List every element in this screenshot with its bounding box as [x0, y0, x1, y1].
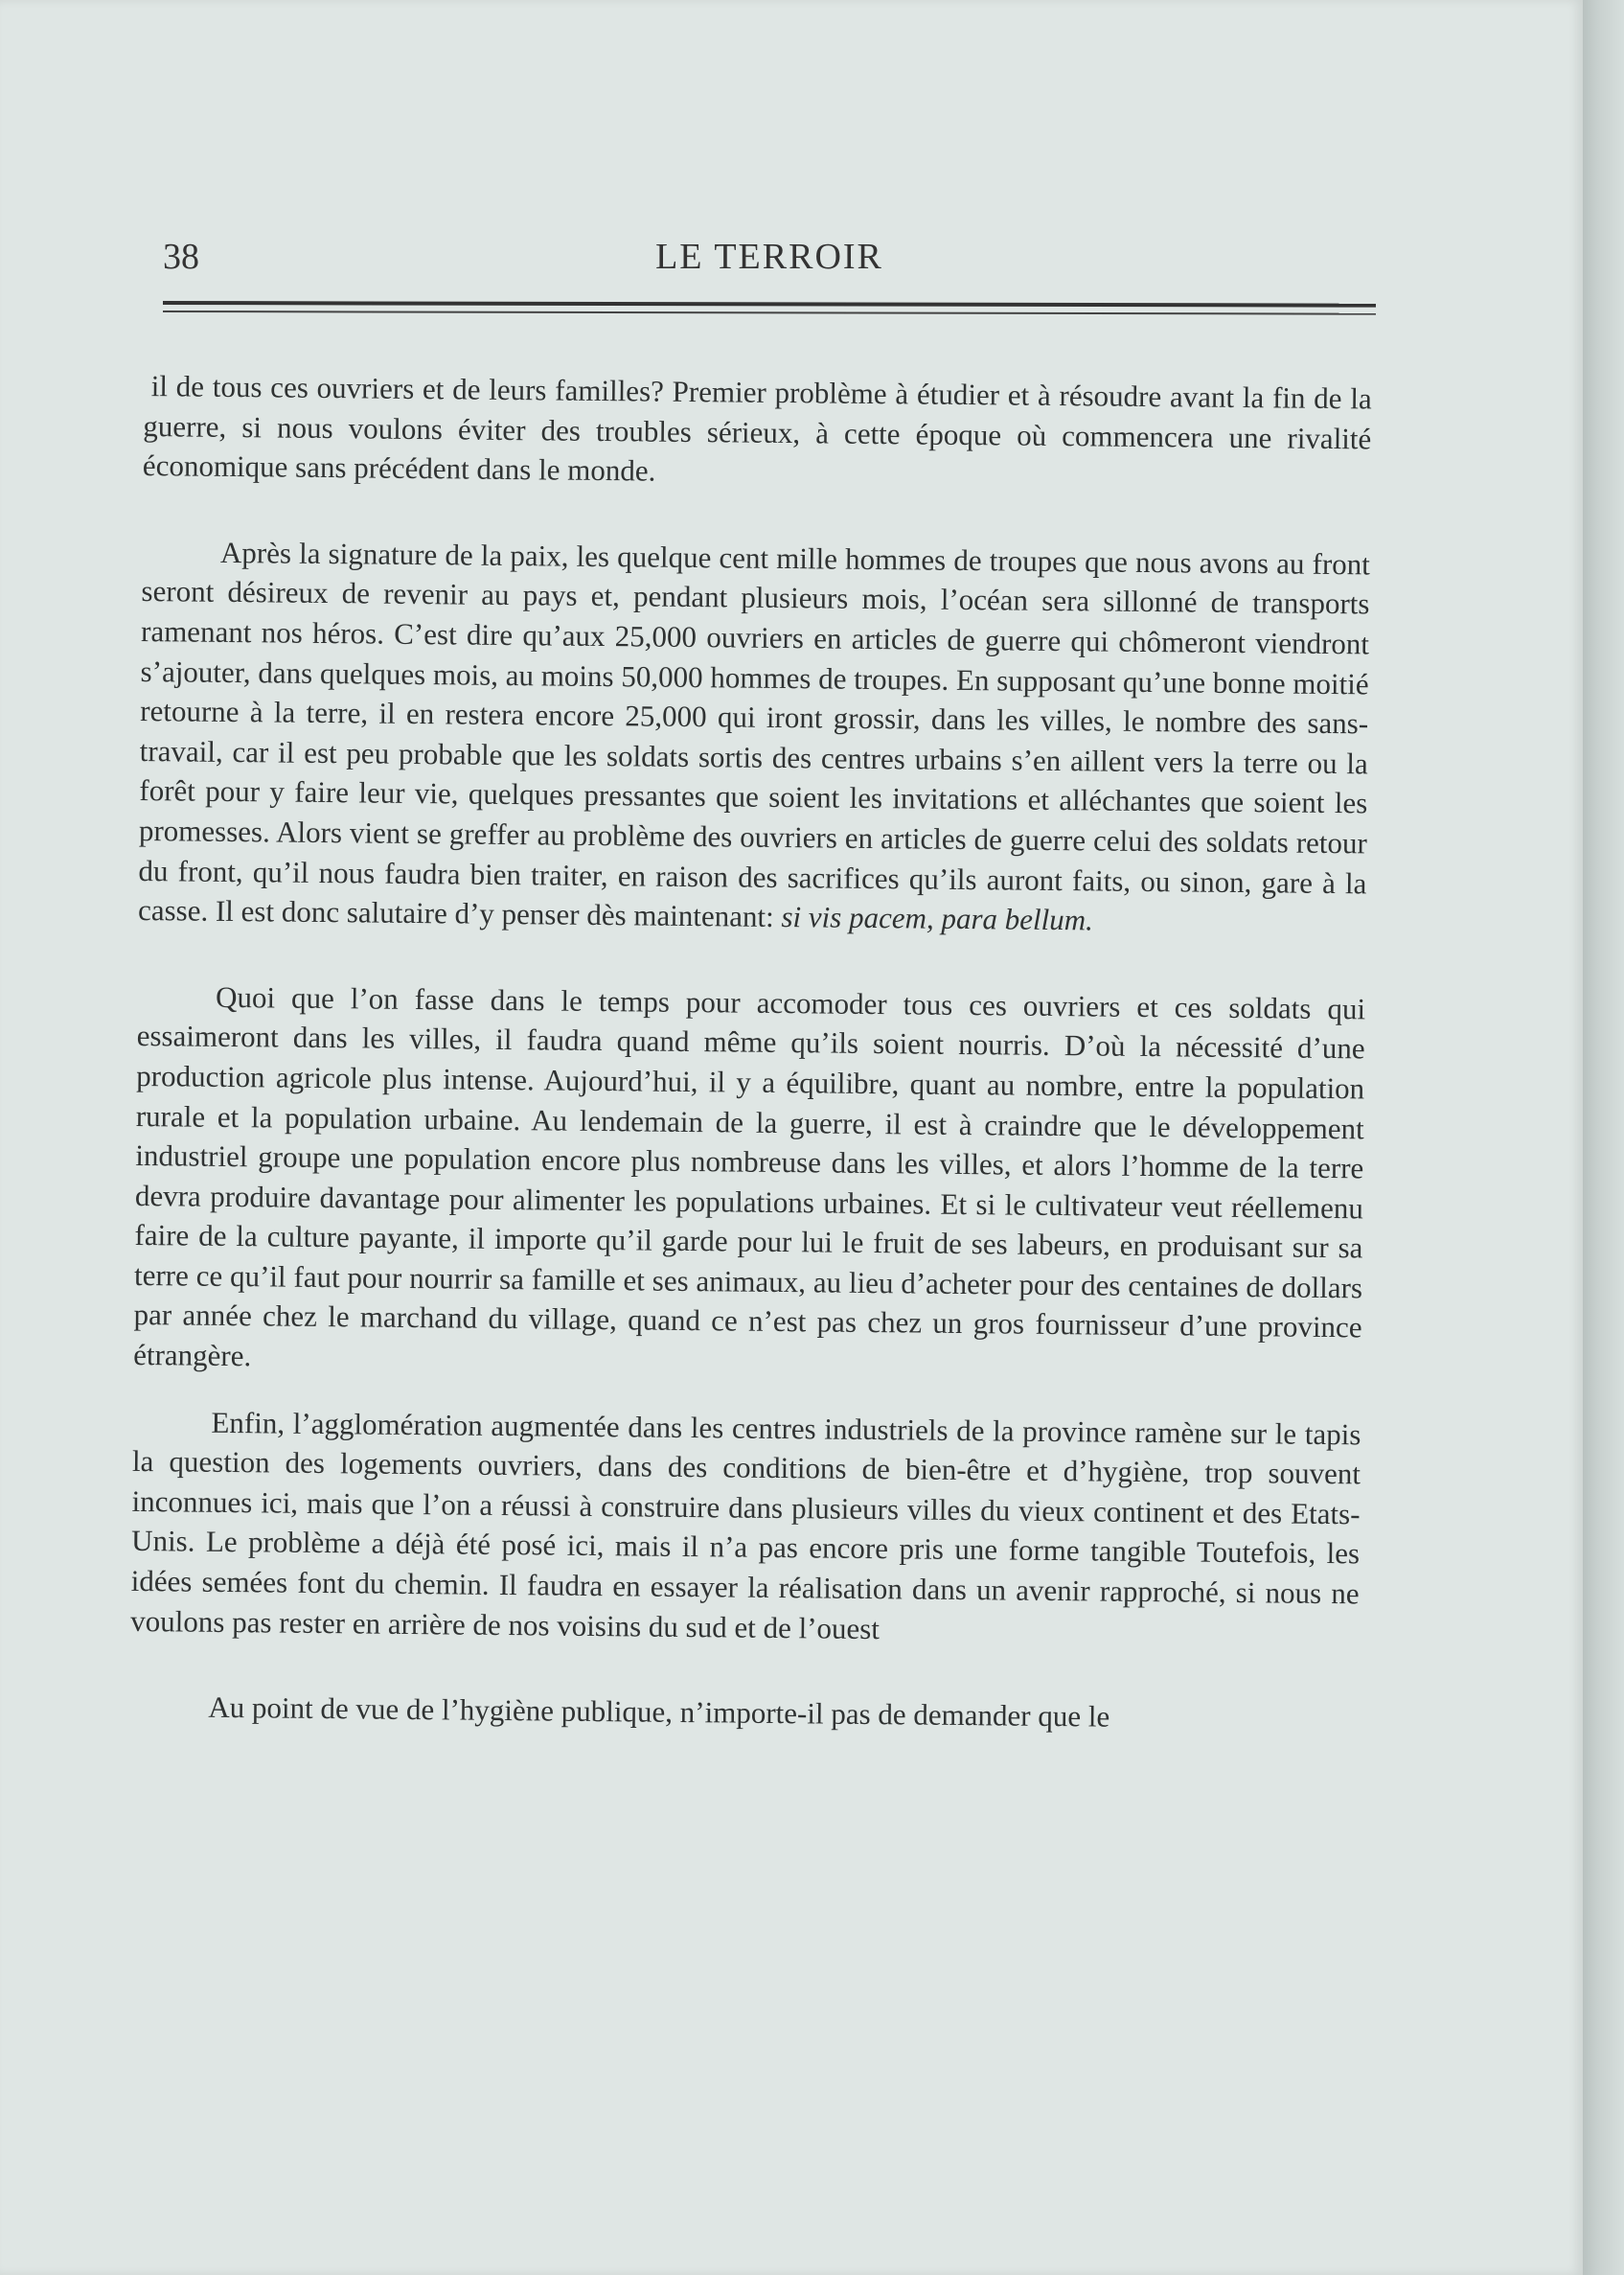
header-rule-thin	[163, 310, 1376, 315]
paragraph-4: Enfin, l’agglomération augmentée dans les centres industriels de la province ramène sur le tapis la question des logements ouvriers, dans des conditions de bien-être et d’hygiène, trop souvent inconnues ici, mais que l’on a réussi à construire dans plusieurs villes du vieux continent et des Etats-Unis. Le problème a déjà été posé ici, mais il n’a pas encore pris une forme tangible Toutefois, les idées semées font du chemin. Il faudra en essayer la réalisation dans un avenir rapproché, si nous ne voulons pas rester en arrière de nos voisins du sud et de l’ouest	[130, 1405, 1361, 1645]
header-rule-thick	[163, 301, 1376, 308]
paragraph-5: Au point de vue de l’hygiène publique, n’importe-il pas de demander que le	[208, 1690, 1110, 1734]
page-edge	[1583, 0, 1624, 2275]
paragraph-1: il de tous ces ouvriers et de leurs familles? Premier problème à étudier et à résoudre avant la fin de la guerre, si nous voulons éviter des troubles sérieux, à cette époque où commencera une rivalité économique sans précédent dans le monde.	[142, 369, 1372, 488]
running-title: LE TERROIR	[655, 237, 883, 277]
paragraph-2	[138, 532, 1370, 943]
paragraph-2-text: Après la signature de la paix, les quelque cent mille hommes de troupes que nous avons au front seront désireux de revenir au pays et, pendant plusieurs mois, l’océan sera sillonné de transports ramenant nos héros. C’est dire qu’aux 25,000 ouvriers en articles de guerre qui chômeront viendront s’ajouter, dans quelques mois, au moins 50,000 hommes de troupes. En supposant qu’une bonne moitié retourne à la terre, il en restera encore 25,000 qui iront grossir, dans les villes, le nombre des sans-travail, car il est peu probable que les soldats sortis des centres urbains s’en aillent vers la terre ou la forêt pour y faire leur vie, quelques pressantes que soient les invitations et alléchantes que soient les promesses. Alors vient se greffer au problème des ouvriers en articles de guerre celui des soldats retour du front, qu’il nous faudra bien traiter, en raison des sacrifices qu’ils auront faits, ou sinon, gare à la casse. Il est donc salutaire d’y penser dès maintenant:	[137, 535, 1371, 934]
page-number: 38	[163, 237, 199, 277]
page-header	[163, 236, 1376, 284]
paragraph-3: Quoi que l’on fasse dans le temps pour accomoder tous ces ouvriers et ces soldats qui essaimeront dans les villes, il faudra quand même qu’ils soient nourris. D’où la nécessité d’une production agricole plus intense. Aujourd’hui, il y a équilibre, quant au nombre, entre la population rurale et la population urbaine. Au lendemain de la guerre, il est à craindre que le développement industriel groupe une population encore plus nombreuse dans les villes, et alors l’homme de la terre devra produire davantage pour alimenter les populations urbaines. Et si le cultivateur veut réellemenu faire de la culture payante, il importe qu’il garde pour lui le fruit de ses labeurs, en produisant sur sa terre ce qu’il faut pour nourrir sa famille et ses animaux, au lieu d’acheter pour des centaines de dollars par année chez le marchand du village, quand ce n’est pas chez un gros fournisseur d’une province étrangère.	[133, 979, 1366, 1373]
body-text	[129, 366, 1372, 1739]
latin-quote: si vis pacem, para bellum.	[781, 900, 1094, 937]
